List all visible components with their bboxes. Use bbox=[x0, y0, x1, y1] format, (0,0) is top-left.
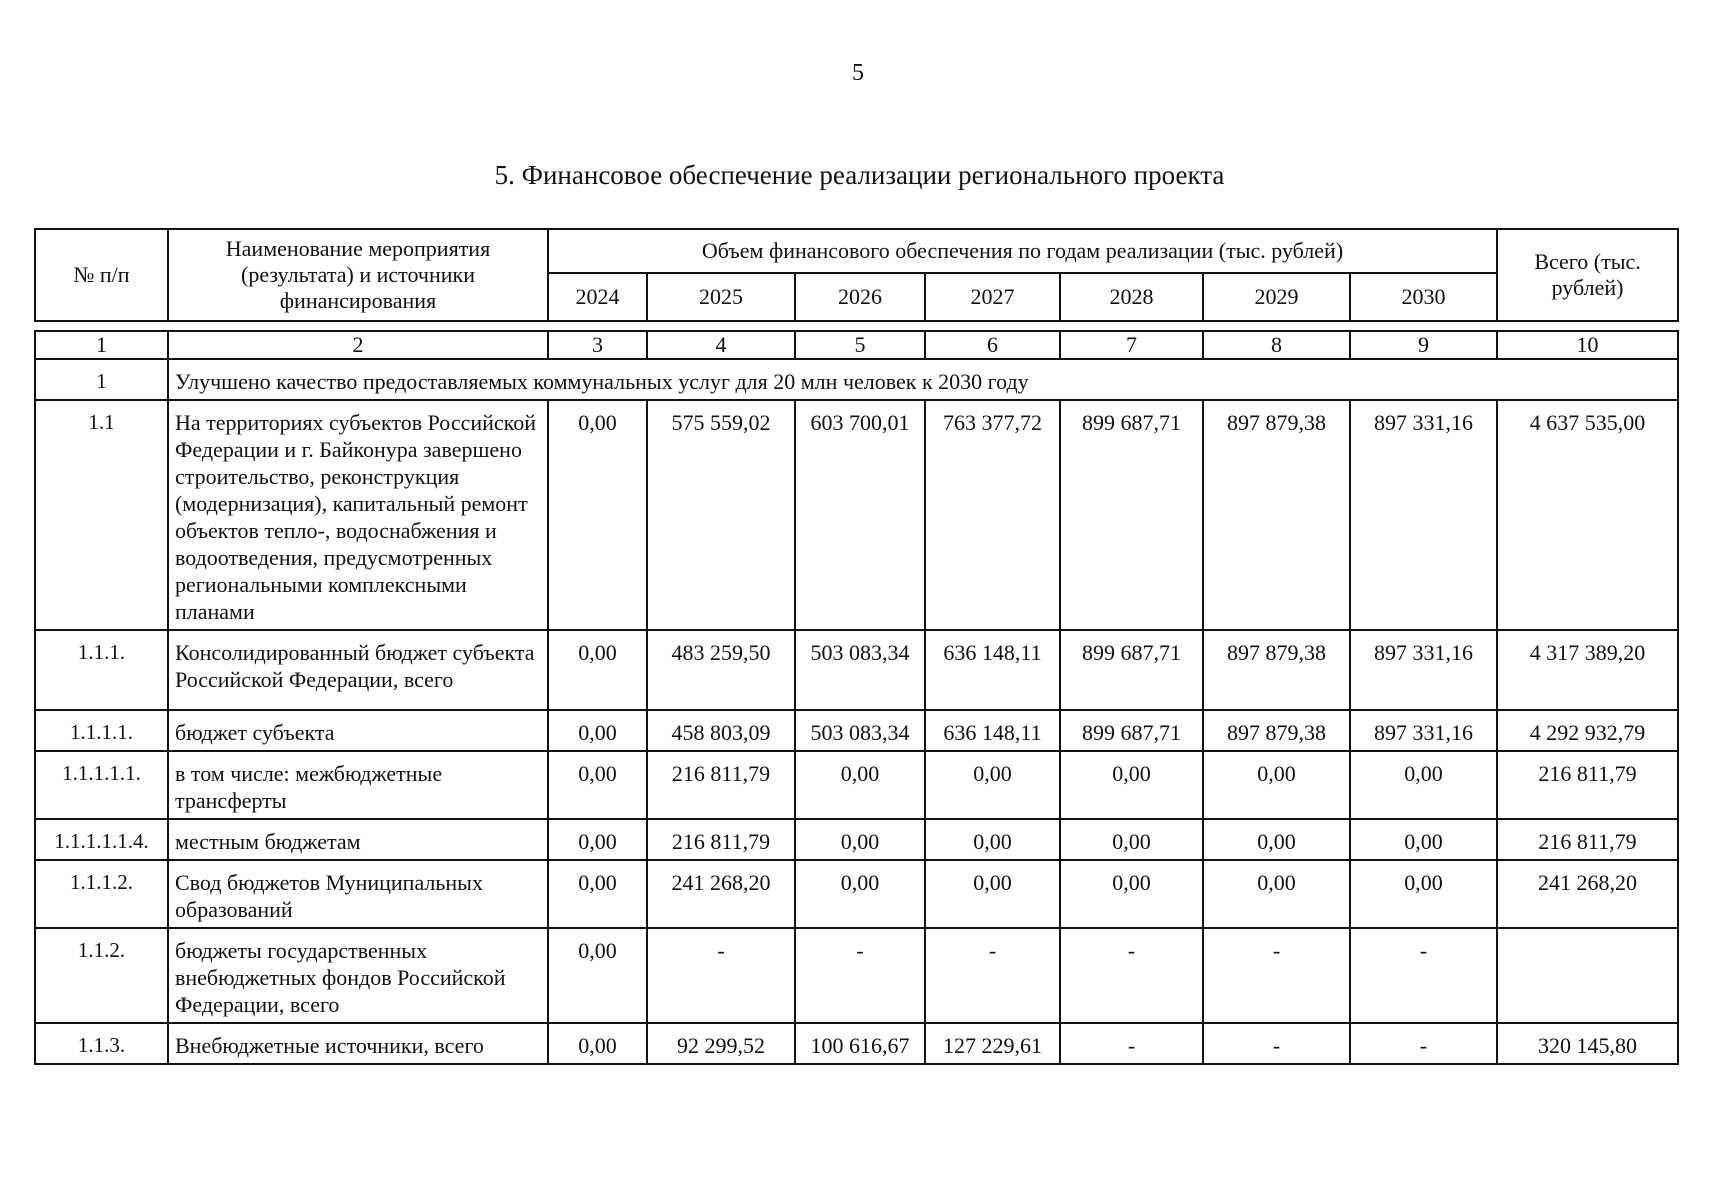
row-value: 4 292 932,79 bbox=[1497, 710, 1678, 751]
row-value: 0,00 bbox=[548, 630, 647, 710]
row-value: - bbox=[795, 928, 925, 1023]
row-value: 216 811,79 bbox=[1497, 751, 1678, 819]
row-value: 897 879,38 bbox=[1203, 400, 1350, 630]
row-value: 503 083,34 bbox=[795, 630, 925, 710]
row-value: 0,00 bbox=[1350, 819, 1497, 860]
row-value: 897 331,16 bbox=[1350, 710, 1497, 751]
header-year-2024: 2024 bbox=[548, 273, 647, 321]
row-value: 4 637 535,00 bbox=[1497, 400, 1678, 630]
row-value: 0,00 bbox=[795, 860, 925, 928]
row-value: 0,00 bbox=[548, 1023, 647, 1064]
row-value: 216 811,79 bbox=[647, 819, 795, 860]
column-number: 4 bbox=[647, 331, 795, 359]
table-row bbox=[35, 928, 1678, 1023]
column-number: 5 bbox=[795, 331, 925, 359]
row-value: 241 268,20 bbox=[647, 860, 795, 928]
row-value: 897 879,38 bbox=[1203, 630, 1350, 710]
row-value: 0,00 bbox=[1203, 819, 1350, 860]
row-value: 0,00 bbox=[795, 751, 925, 819]
row-value: 0,00 bbox=[1350, 751, 1497, 819]
table-row bbox=[35, 1023, 1678, 1064]
row-value: 763 377,72 bbox=[925, 400, 1060, 630]
header-name: Наименование мероприятия (результата) и источники финансирования bbox=[168, 229, 548, 321]
column-number: 8 bbox=[1203, 331, 1350, 359]
row-name: бюджет субъекта bbox=[168, 710, 548, 751]
header-year-2026: 2026 bbox=[795, 273, 925, 321]
finance-table bbox=[34, 330, 1679, 1065]
row-value: - bbox=[1060, 1023, 1203, 1064]
row-name: Внебюджетные источники, всего bbox=[168, 1023, 548, 1064]
row-value: 0,00 bbox=[925, 860, 1060, 928]
row-name: Консолидированный бюджет субъекта Российской Федерации, всего bbox=[168, 630, 548, 710]
row-num: 1.1.1.1.1.4. bbox=[35, 819, 168, 860]
table-header bbox=[34, 228, 1679, 322]
row-value bbox=[1497, 928, 1678, 1023]
row-value: 483 259,50 bbox=[647, 630, 795, 710]
table-row bbox=[35, 860, 1678, 928]
header-year-2029: 2029 bbox=[1203, 273, 1350, 321]
row-num: 1.1.2. bbox=[35, 928, 168, 1023]
row-value: 216 811,79 bbox=[647, 751, 795, 819]
row-value: 603 700,01 bbox=[795, 400, 925, 630]
row-value: - bbox=[647, 928, 795, 1023]
row-value: 575 559,02 bbox=[647, 400, 795, 630]
row-value: - bbox=[1203, 1023, 1350, 1064]
row-value: 127 229,61 bbox=[925, 1023, 1060, 1064]
header-total: Всего (тыс. рублей) bbox=[1497, 229, 1678, 321]
row-name: Свод бюджетов Муниципальных образований bbox=[168, 860, 548, 928]
row-value: 897 879,38 bbox=[1203, 710, 1350, 751]
row-num: 1.1.1.1. bbox=[35, 710, 168, 751]
row-value: 0,00 bbox=[1060, 751, 1203, 819]
column-number: 3 bbox=[548, 331, 647, 359]
column-number: 6 bbox=[925, 331, 1060, 359]
header-year-2028: 2028 bbox=[1060, 273, 1203, 321]
row-num: 1.1.1.2. bbox=[35, 860, 168, 928]
row-value: 0,00 bbox=[925, 751, 1060, 819]
header-year-2025: 2025 bbox=[647, 273, 795, 321]
header-year-2027: 2027 bbox=[925, 273, 1060, 321]
column-number: 2 bbox=[168, 331, 548, 359]
row-value: 0,00 bbox=[548, 751, 647, 819]
row-value: 0,00 bbox=[1350, 860, 1497, 928]
header-num: № п/п bbox=[35, 229, 168, 321]
row-value: 0,00 bbox=[1060, 819, 1203, 860]
column-number: 10 bbox=[1497, 331, 1678, 359]
row-num: 1.1.3. bbox=[35, 1023, 168, 1064]
section-title: 5. Финансовое обеспечение реализации регионального проекта bbox=[494, 160, 1225, 190]
row-value: 897 331,16 bbox=[1350, 400, 1497, 630]
row-value: - bbox=[1350, 1023, 1497, 1064]
row-value: 216 811,79 bbox=[1497, 819, 1678, 860]
row-value: 92 299,52 bbox=[647, 1023, 795, 1064]
page-number: 5 bbox=[852, 60, 864, 86]
table-row bbox=[35, 630, 1678, 710]
row-value: 4 317 389,20 bbox=[1497, 630, 1678, 710]
header-year-2030: 2030 bbox=[1350, 273, 1497, 321]
row-name: местным бюджетам bbox=[168, 819, 548, 860]
row-value: 503 083,34 bbox=[795, 710, 925, 751]
row-name: в том числе: межбюджетные трансферты bbox=[168, 751, 548, 819]
row-name: бюджеты государственных внебюджетных фондов Российской Федерации, всего bbox=[168, 928, 548, 1023]
column-number: 1 bbox=[35, 331, 168, 359]
row-value: 636 148,11 bbox=[925, 710, 1060, 751]
row-value: 899 687,71 bbox=[1060, 710, 1203, 751]
row-value: 0,00 bbox=[548, 400, 647, 630]
row-value: - bbox=[925, 928, 1060, 1023]
row-value: 0,00 bbox=[795, 819, 925, 860]
row-name: На территориях субъектов Российской Федерации и г. Байконура завершено строительство, реконструкция (модернизация), капитальный ремонт объектов тепло-, водоснабжения и водоотведения, предусмотренных региональными комплексными планами bbox=[168, 400, 548, 630]
row-value: 0,00 bbox=[925, 819, 1060, 860]
section-heading: Улучшено качество предоставляемых коммунальных услуг для 20 млн человек к 2030 году bbox=[168, 359, 1678, 400]
table-row bbox=[35, 400, 1678, 630]
row-num: 1.1.1. bbox=[35, 630, 168, 710]
row-value: - bbox=[1203, 928, 1350, 1023]
row-value: 0,00 bbox=[1203, 860, 1350, 928]
row-num: 1.1.1.1.1. bbox=[35, 751, 168, 819]
row-value: 899 687,71 bbox=[1060, 400, 1203, 630]
row-value: 899 687,71 bbox=[1060, 630, 1203, 710]
table-row bbox=[35, 819, 1678, 860]
row-value: 0,00 bbox=[548, 928, 647, 1023]
row-value: 0,00 bbox=[1060, 860, 1203, 928]
table-row bbox=[35, 751, 1678, 819]
row-num: 1.1 bbox=[35, 400, 168, 630]
row-value: 320 145,80 bbox=[1497, 1023, 1678, 1064]
column-number: 9 bbox=[1350, 331, 1497, 359]
header-volume: Объем финансового обеспечения по годам реализации (тыс. рублей) bbox=[548, 229, 1497, 273]
table-row bbox=[35, 710, 1678, 751]
row-value: 0,00 bbox=[1203, 751, 1350, 819]
row-value: 0,00 bbox=[548, 710, 647, 751]
row-value: 897 331,16 bbox=[1350, 630, 1497, 710]
row-value: 0,00 bbox=[548, 860, 647, 928]
section-num: 1 bbox=[35, 359, 168, 400]
row-value: 100 616,67 bbox=[795, 1023, 925, 1064]
row-value: 0,00 bbox=[548, 819, 647, 860]
column-number: 7 bbox=[1060, 331, 1203, 359]
row-value: 636 148,11 bbox=[925, 630, 1060, 710]
row-value: - bbox=[1060, 928, 1203, 1023]
row-value: - bbox=[1350, 928, 1497, 1023]
row-value: 458 803,09 bbox=[647, 710, 795, 751]
row-value: 241 268,20 bbox=[1497, 860, 1678, 928]
